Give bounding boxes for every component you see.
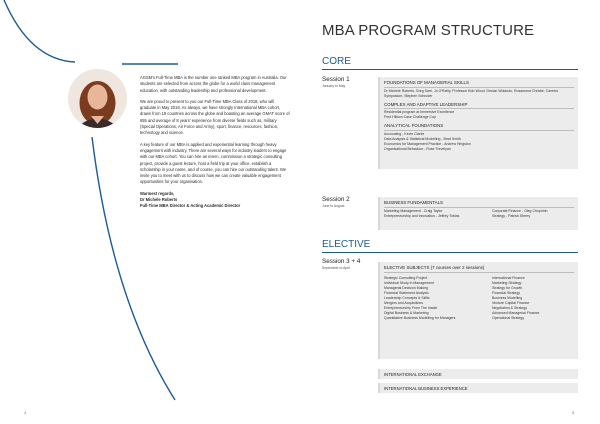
business-left-col — [384, 209, 492, 219]
international-exchange-box: INTERNATIONAL EXCHANGE — [378, 369, 578, 379]
intro-letter — [140, 75, 290, 210]
signoff: Warmest regards, — [140, 190, 175, 196]
elective-item: Venture Capital Finance — [492, 300, 530, 305]
elective-item: Individual Study in Management — [384, 280, 434, 285]
elective-item: Financial Strategy — [492, 290, 521, 295]
electives-title: ELECTIVE SUBJECTS (7 courses over 2 sessions) — [384, 265, 485, 270]
business-item: Entrepreneurship and Innovation - Jeffrey Tobias — [384, 213, 460, 218]
intro-paragraph-1: AGSM's Full-Time MBA is the number one ranked MBA program in Australia. Our students are selected from across the globe for a world class management education, with outstanding leadership and professional development. — [140, 75, 287, 93]
business-columns — [380, 208, 578, 219]
intro-paragraph-2: We are proud to present to you our Full-Time MBA Class of 2018, who will graduate in May 2019. As always, we have strongly International MBA cohort, drawn from 19 countries across the globe and boasting an average GMAT score of 655 and average of 8 years' experience from diverse fields such as, military (Special Operations, Air Force and Army), sport, finance, resources, fashion, technology and science. — [140, 98, 290, 136]
elective-item: Managerial Decision Making — [384, 285, 428, 290]
business-item: Marketing Management - Craig Taylor — [384, 208, 443, 213]
session-2-box — [378, 197, 578, 230]
foundations-title: FOUNDATIONS OF MANAGERIAL SKILLS — [384, 80, 469, 85]
session-1-name: Session 1 — [322, 76, 350, 83]
analytical-item: Organisational Behaviour - Rose Trevelyan — [384, 147, 451, 152]
electives-right-col — [492, 276, 539, 322]
session-1 — [322, 76, 350, 88]
elective-item: Operational Strategy — [492, 316, 525, 321]
elective-item: Mergers and Acquisitions — [384, 300, 424, 305]
portrait-photo — [68, 69, 127, 128]
elective-box — [378, 262, 578, 359]
intro-paragraph-3: A key feature of our MBA is applied and experiential learning through heavy engagement with industry. There are several ways for industry leaders to engage with our MBA cohort. You can hire an intern, commission a strategic consulting project, provide a guest lecture, host a field trip at your office, establish a scholarship in your name, and of course, you can hire our outstanding talent. We invite you to meet with us to discuss how we can create valuable engagement opportunities for your organisation. — [140, 141, 287, 185]
page-number-right: 5 — [572, 410, 575, 415]
session-1-box — [378, 77, 578, 169]
elective-heading: ELECTIVE — [322, 239, 371, 250]
elective-item: Digital Business & Marketing — [384, 311, 429, 316]
session-3-4-dates: September to April — [322, 266, 350, 270]
analytical-item: Accounting - Kevin Clarke — [384, 131, 425, 136]
electives-left-col — [384, 276, 492, 322]
elective-item: Financial Statement Analysis — [384, 290, 429, 295]
analytical-item: Economics for Management Practice - Andrew Hingston — [384, 142, 471, 147]
elective-item: Negotiation & Strategy — [492, 306, 528, 311]
complex-title: COMPLEX AND ADAPTIVE LEADERSHIP — [384, 101, 468, 107]
analytical-title: ANALYTICAL FOUNDATIONS — [384, 123, 444, 129]
session-2-name: Session 2 — [322, 196, 350, 203]
elective-item: Quantitative Business Modelling for Managers — [384, 316, 456, 321]
foundations-text: Dr Michele Roberts, Greg Sarri, Jo O'Reilly, Professor Bob Wood, Declan Wolando, Rosamond Christie, Careers Symposium, Stephen Schroder — [384, 88, 559, 98]
session-1-dates: January to May — [322, 84, 346, 88]
elective-divider — [322, 252, 578, 253]
business-title: BUSINESS FUNDAMENTALS — [384, 200, 443, 205]
page-title: MBA PROGRAM STRUCTURE — [322, 22, 535, 39]
core-heading: CORE — [322, 56, 351, 67]
core-divider — [322, 69, 578, 70]
session-2 — [322, 196, 350, 208]
complex-item: Fred Hillson Case Challenge Cup — [384, 115, 436, 120]
elective-item: Advanced Managerial Finance — [492, 311, 540, 316]
elective-item: Strategy for Growth — [492, 285, 523, 290]
elective-item: Strategic Consulting Project — [384, 275, 428, 280]
complex-item: Residential program at Immersive Excellence — [384, 110, 455, 115]
signer-name: Dr Michele Roberts — [140, 197, 178, 203]
signer-title: Full-Time MBA Director & Acting Academic Director — [140, 203, 241, 209]
elective-item: Leadership Concepts & Skills — [384, 295, 430, 300]
business-item: Strategy - Patrick Sherry — [492, 213, 531, 218]
analytical-item: Data Analysis & Statistical Modelling - Brad Smith — [384, 136, 461, 141]
session-3-4 — [322, 258, 360, 270]
international-business-box: INTERNATIONAL BUSINESS EXPERIENCE — [378, 383, 578, 393]
session-2-dates: June to August — [322, 204, 345, 208]
electives-columns — [380, 273, 578, 322]
elective-item: Business Modelling — [492, 295, 523, 300]
business-item: Corporate Finance - Oleg Chuprinin — [492, 208, 548, 213]
page-number-left: 4 — [24, 410, 27, 415]
right-page — [300, 0, 600, 424]
session-3-4-name: Session 3 + 4 — [322, 258, 361, 265]
elective-item: Entrepreneurship From The Inside — [384, 306, 438, 311]
elective-item: International Finance — [492, 275, 525, 280]
elective-item: Marketing Strategy — [492, 280, 522, 285]
business-right-col — [492, 209, 547, 219]
